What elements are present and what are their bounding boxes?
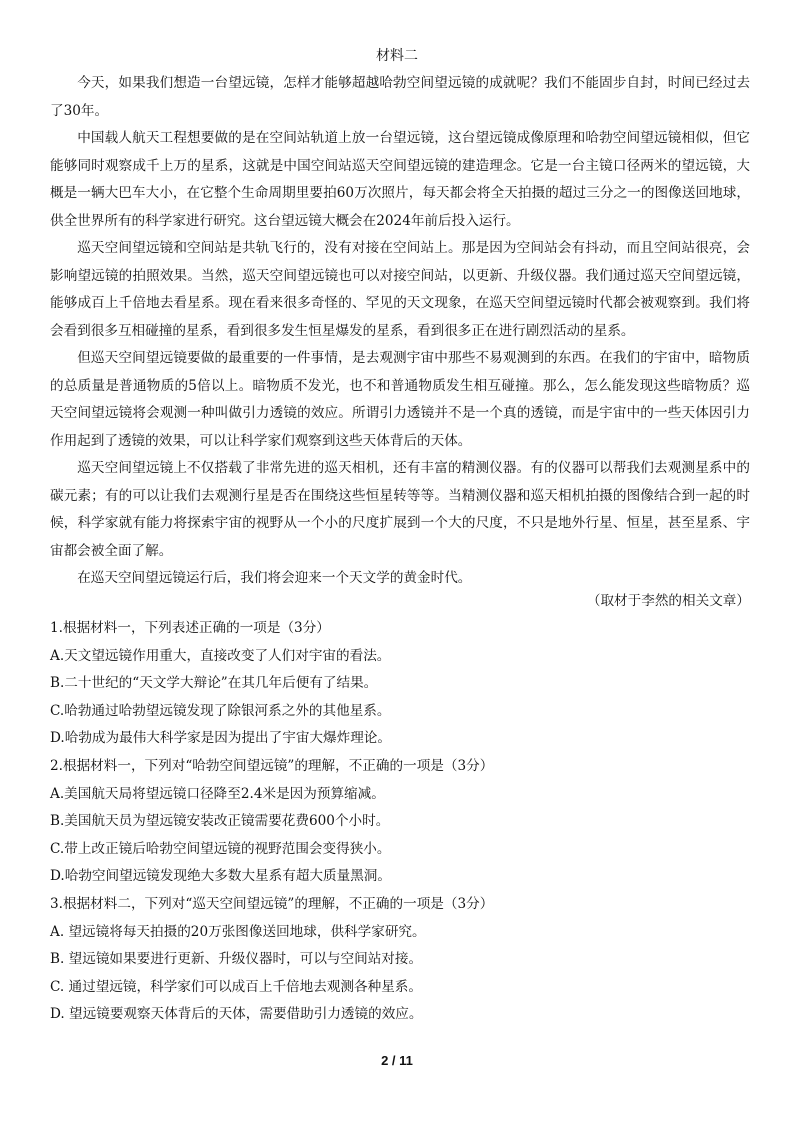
option-c: C.带上改正镜后哈勃空间望远镜的视野范围会变得狭小。 [50, 840, 391, 857]
option-a: A.天文望远镜作用重大，直接改变了人们对宇宙的看法。 [50, 647, 391, 664]
article-body [50, 70, 750, 593]
question-2 [50, 753, 750, 891]
paragraph: 巡天空间望远镜和空间站是共轨飞行的，没有对接在空间站上。那是因为空间站会有抖动，而且空间站很亮，会影响望远镜的拍照效果。当然，巡天空间望远镜也可以对接空间站，以更新、升级仪器。我们通过巡天空间望远镜，能够成百上千倍地去看星系。现在看来很多奇怪的、罕见的天文现象，在巡天空间望远镜时代都会被观察到。我们将会看到很多互相碰撞的星系，看到很多发生恒星爆发的星系，看到很多正在进行剧烈活动的星系。 [50, 240, 750, 339]
paragraph: 巡天空间望远镜上不仅搭载了非常先进的巡天相机，还有丰富的精测仪器。有的仪器可以帮我们去观测星系中的碳元素；有的可以让我们去观测行星是否在围绕这些恒星转等等。当精测仪器和巡天相机拍摄的图像结合到一起的时候，科学家就有能力将探索宇宙的视野从一个小的尺度扩展到一个大的尺度，不只是地外行星、恒星，甚至星系、宇宙都会被全面了解。 [50, 460, 750, 559]
option-b: B.美国航天员为望远镜安装改正镜需要花费600个小时。 [50, 813, 390, 830]
paragraph: 但巡天空间望远镜要做的最重要的一件事情，是去观测宇宙中那些不易观测到的东西。在我们的宇宙中，暗物质的总质量是普通物质的5倍以上。暗物质不发光，也不和普通物质发生相互碰撞。那么，怎么能发现这些暗物质？巡天空间望远镜将会观测一种叫做引力透镜的效应。所谓引力透镜并不是一个真的透镜，而是宇宙中的一些天体因引力作用起到了透镜的效果，可以让科学家们观察到这些天体背后的天体。 [50, 350, 750, 449]
question-stem: 1.根据材料一，下列表述正确的一项是（3分） [50, 620, 330, 636]
question-1 [50, 615, 750, 753]
option-d: D. 望远镜要观察天体背后的天体，需要借助引力透镜的效应。 [50, 1006, 423, 1023]
question-stem: 3.根据材料二，下列对“巡天空间望远镜”的理解，不正确的一项是（3分） [50, 895, 494, 912]
option-a: A.美国航天局将望远镜口径降至2.4米是因为预算缩减。 [50, 785, 385, 802]
option-a: A. 望远镜将每天拍摄的20万张图像送回地球，供科学家研究。 [50, 923, 426, 940]
paragraph: 在巡天空间望远镜运行后，我们将会迎来一个天文学的黄金时代。 [77, 570, 472, 586]
page-number: 2 / 11 [381, 1053, 413, 1068]
option-d: D.哈勃成为最伟大科学家是因为提出了宇宙大爆炸理论。 [50, 730, 391, 747]
paragraph: 中国载人航天工程想要做的是在空间站轨道上放一台望远镜，这台望远镜成像原理和哈勃空间望远镜相似，但它能够同时观察成千上万的星系，这就是中国空间站巡天空间望远镜的建造理念。它是一台主镜口径两米的望远镜，大概是一辆大巴车大小，在它整个生命周期里要拍60万次照片，每天都会将全天拍摄的超过三分之一的图像送回地球，供全世界所有的科学家进行研究。这台望远镜大概会在2024年前后投入运行。 [50, 130, 750, 229]
option-b: B. 望远镜如果要进行更新、升级仪器时，可以与空间站对接。 [50, 951, 423, 968]
option-d: D.哈勃空间望远镜发现绝大多数大星系有超大质量黑洞。 [50, 868, 391, 885]
question-list [50, 615, 750, 1029]
source-note: （取材于李然的相关文章） [586, 593, 750, 609]
question-stem: 2.根据材料一，下列对“哈勃空间望远镜”的理解，不正确的一项是（3分） [50, 757, 494, 774]
section-title: 材料二 [376, 48, 418, 64]
option-c: C.哈勃通过哈勃望远镜发现了除银河系之外的其他星系。 [50, 702, 391, 719]
option-c: C. 通过望远镜，科学家们可以成百上千倍地去观测各种星系。 [50, 978, 422, 995]
option-b: B.二十世纪的“天文学大辩论”在其几年后便有了结果。 [50, 675, 378, 692]
question-3 [50, 891, 750, 1029]
paragraph: 今天，如果我们想造一台望远镜，怎样才能够超越哈勃空间望远镜的成就呢？我们不能固步自封，时间已经过去了30年。 [50, 75, 750, 119]
